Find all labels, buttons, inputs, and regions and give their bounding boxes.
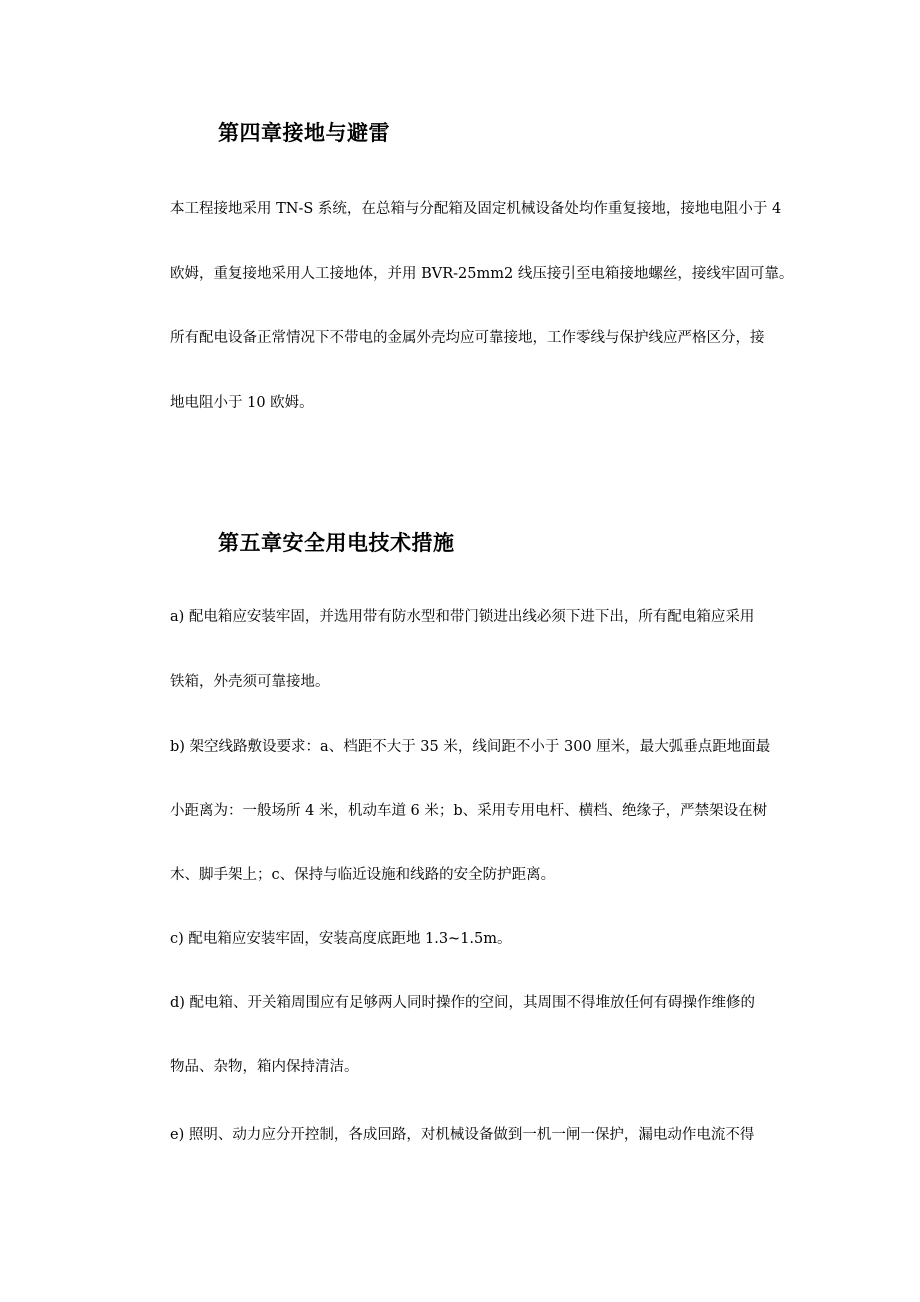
chapter-5-line: e) 照明、动力应分开控制，各成回路，对机械设备做到一机一闸一保护，漏电动作电流不得: [170, 1127, 755, 1143]
chapter-5-line: 铁箱，外壳须可靠接地。: [170, 674, 330, 690]
chapter-4-title: 第四章接地与避雷: [218, 121, 390, 145]
chapter-4-line: 所有配电设备正常情况下不带电的金属外壳均应可靠接地，工作零线与保护线应严格区分，接: [170, 330, 765, 346]
chapter-5-line: 小距离为：一般场所 4 米，机动车道 6 米；b、采用专用电杆、横档、绝缘子，严禁架设在树: [170, 803, 768, 819]
chapter-5-title: 第五章安全用电技术措施: [218, 531, 455, 555]
chapter-4-line: 地电阻小于 10 欧姆。: [170, 395, 314, 411]
chapter-5-line: a) 配电箱应安装牢固，并选用带有防水型和带门锁进出线必须下进下出，所有配电箱应采用: [170, 609, 755, 625]
chapter-5-line: 物品、杂物，箱内保持清洁。: [170, 1059, 359, 1075]
chapter-4-line: 本工程接地采用 TN-S 系统，在总箱与分配箱及固定机械设备处均作重复接地，接地电阻小于 4: [170, 201, 782, 217]
chapter-5-line: 木、脚手架上；c、保持与临近设施和线路的安全防护距离。: [170, 867, 556, 883]
chapter-5-line: b) 架空线路敷设要求：a、档距不大于 35 米，线间距不小于 300 厘米，最大弧垂点距地面最: [170, 739, 771, 755]
chapter-5-line: c) 配电箱应安装牢固，安装高度底距地 1.3~1.5m。: [170, 931, 512, 947]
chapter-4-line: 欧姆，重复接地采用人工接地体，并用 BVR-25mm2 线压接引至电箱接地螺丝，接线牢固可靠。: [170, 266, 794, 282]
chapter-5-line: d) 配电箱、开关箱周围应有足够两人同时操作的空间，其周围不得堆放任何有碍操作维修的: [170, 995, 756, 1011]
